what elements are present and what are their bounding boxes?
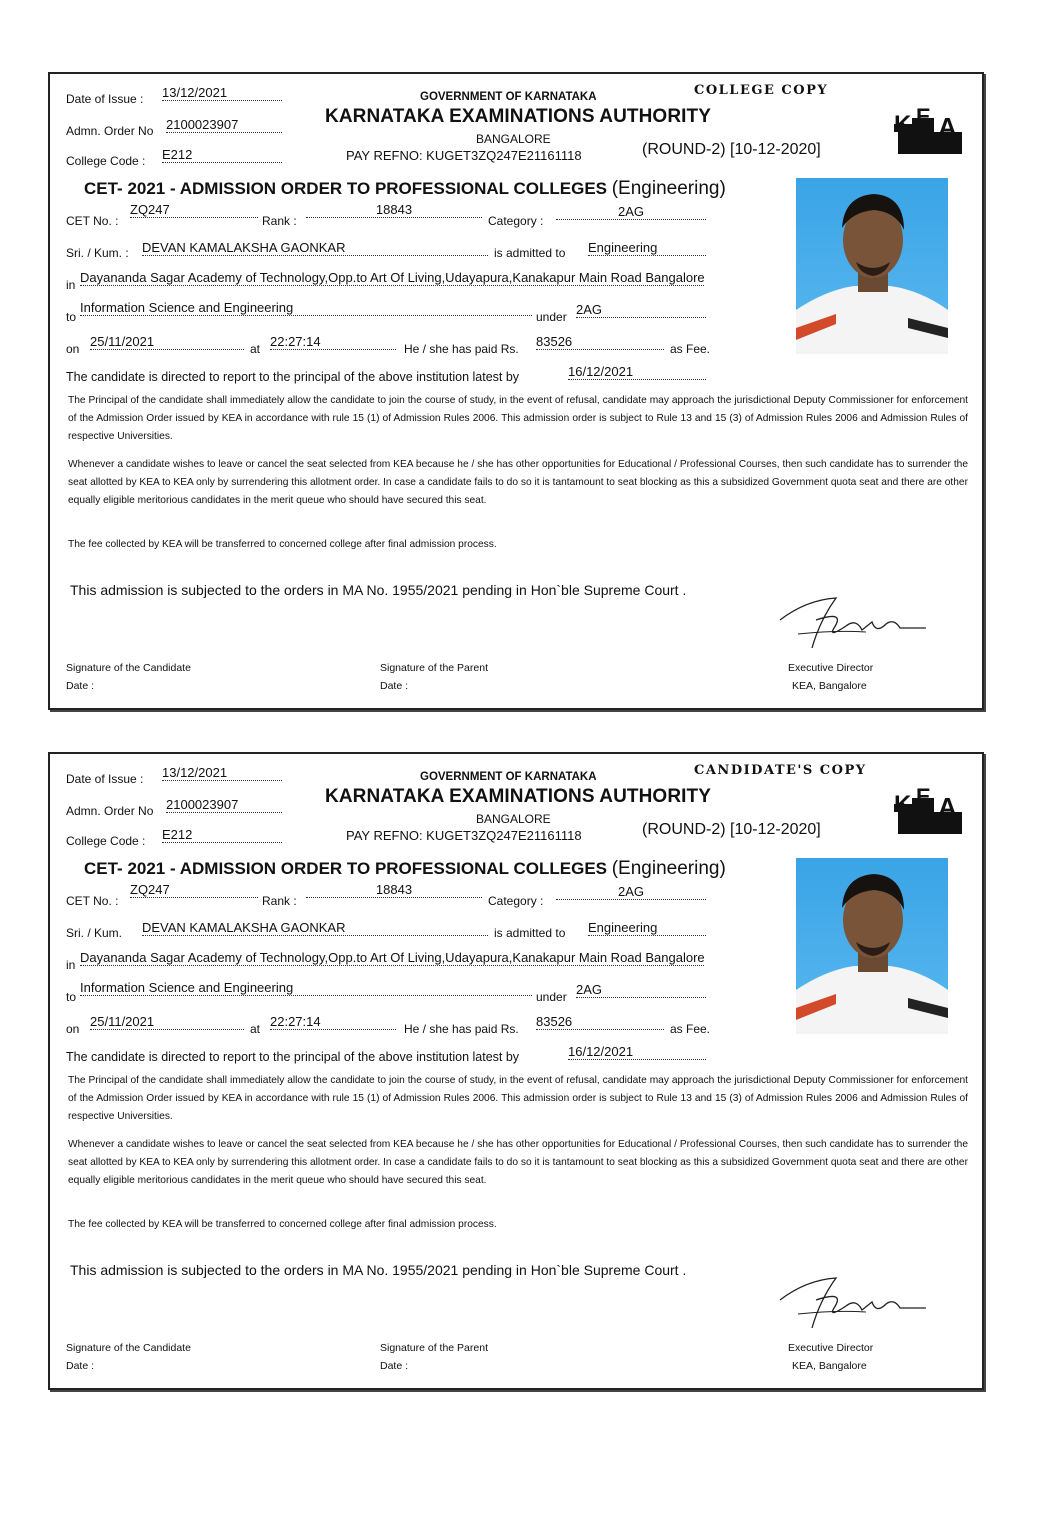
signature-parent-label: Signature of the Parent: [380, 662, 488, 674]
on-date-value: 25/11/2021: [90, 334, 244, 350]
government-heading: GOVERNMENT OF KARNATAKA: [420, 91, 597, 103]
fee-value: 83526: [536, 1014, 664, 1030]
candidate-name: DEVAN KAMALAKSHA GAONKAR: [142, 920, 488, 936]
name-label: Sri. / Kum.: [66, 926, 123, 940]
cet-no-value: ZQ247: [130, 882, 258, 898]
report-text: The candidate is directed to report to the principal of the above institution latest by: [66, 1050, 520, 1064]
under-label: under: [536, 310, 567, 324]
parent-date-label: Date :: [380, 680, 409, 692]
pay-refno: PAY REFNO: KUGET3ZQ247E21161118: [346, 148, 582, 163]
college-name: Dayananda Sagar Academy of Technology,Opp.to Art Of Living,Udayapura,Kanakapur Main Road Bangalore: [80, 270, 705, 285]
executive-director-label: Executive Director: [788, 662, 874, 674]
city-heading: BANGALORE: [476, 132, 551, 146]
supreme-court-note: This admission is subjected to the orders in MA No. 1955/2021 pending in Hon`ble Supreme Court .: [70, 1262, 687, 1278]
candidate-name: DEVAN KAMALAKSHA GAONKAR: [142, 240, 488, 256]
in-label: in: [66, 958, 76, 972]
kea-logo: [892, 102, 968, 156]
paid-label: He / she has paid Rs.: [404, 1022, 519, 1036]
logo-a: A: [938, 112, 957, 142]
rank-label: Rank :: [262, 214, 297, 228]
paragraph-fee: The fee collected by KEA will be transferred to concerned college after final admission process.: [68, 539, 497, 550]
college-code-label: College Code :: [66, 154, 146, 168]
date-of-issue-value: 13/12/2021: [162, 85, 282, 101]
to-label: to: [66, 310, 77, 324]
on-label: on: [66, 1022, 80, 1036]
admn-order-value: 2100023907: [166, 797, 282, 813]
authority-heading: KARNATAKA EXAMINATIONS AUTHORITY: [325, 786, 711, 807]
authority-heading: KARNATAKA EXAMINATIONS AUTHORITY: [325, 106, 711, 127]
cet-no-label: CET No. :: [66, 214, 119, 228]
admitted-label: is admitted to: [494, 246, 566, 260]
kea-bangalore-label: KEA, Bangalore: [792, 1360, 867, 1372]
candidate-photo: [796, 178, 948, 354]
on-date-value: 25/11/2021: [90, 1014, 244, 1030]
admitted-to-value: Engineering: [588, 920, 706, 936]
logo-e: E: [916, 784, 931, 809]
logo-k: K: [894, 791, 912, 818]
round-info: (ROUND-2) [10-12-2020]: [642, 141, 821, 158]
admitted-to-value: Engineering: [588, 240, 706, 256]
logo-e: E: [916, 104, 931, 129]
name-label: Sri. / Kum. :: [66, 246, 129, 260]
in-label: in: [66, 278, 76, 292]
college-copy: [48, 72, 984, 710]
at-label: at: [250, 1022, 261, 1036]
candidate-photo: [796, 858, 948, 1034]
director-signature: [776, 1270, 926, 1335]
fee-suffix: as Fee.: [670, 1022, 711, 1036]
paid-label: He / she has paid Rs.: [404, 342, 519, 356]
at-time-value: 22:27:14: [270, 1014, 396, 1030]
executive-director-label: Executive Director: [788, 1342, 874, 1354]
admn-order-label: Admn. Order No: [66, 804, 154, 818]
candidates-copy: [48, 752, 984, 1390]
at-time-value: 22:27:14: [270, 334, 396, 350]
parent-date-label: Date :: [380, 1360, 409, 1372]
college-code-value: E212: [162, 147, 282, 163]
admitted-label: is admitted to: [494, 926, 566, 940]
category-value: 2AG: [556, 884, 706, 900]
under-value: 2AG: [576, 302, 706, 318]
rank-label: Rank :: [262, 894, 297, 908]
report-text: The candidate is directed to report to the principal of the above institution latest by: [66, 370, 520, 384]
rank-value: 18843: [306, 202, 482, 218]
director-signature: [776, 590, 926, 655]
college-code-value: E212: [162, 827, 282, 843]
city-heading: BANGALORE: [476, 812, 551, 826]
date-of-issue-label: Date of Issue :: [66, 92, 144, 106]
paragraph-principal: The Principal of the candidate shall immediately allow the candidate to join the course of study, in the event of refusal, candidate may approach the jurisdictional Deputy Commissioner for enforcement of the Admission Order issued by KEA in accordance with rule 15 (1) of Admission Rules 2006. This admission order is subject to Rule 13 and 15 (3) of Admission Rules 2006 and Admission Rules of respective Universities.: [68, 1075, 968, 1122]
copy-label: COLLEGE COPY: [694, 83, 829, 98]
course-name: Information Science and Engineering: [80, 980, 532, 996]
copy-label: CANDIDATE'S COPY: [694, 763, 867, 778]
fee-value: 83526: [536, 334, 664, 350]
college-name: Dayananda Sagar Academy of Technology,Opp.to Art Of Living,Udayapura,Kanakapur Main Road Bangalore: [80, 950, 705, 965]
report-date-value: 16/12/2021: [568, 1044, 706, 1060]
admn-order-label: Admn. Order No: [66, 124, 154, 138]
course-name: Information Science and Engineering: [80, 300, 532, 316]
round-info: (ROUND-2) [10-12-2020]: [642, 821, 821, 838]
cet-no-value: ZQ247: [130, 202, 258, 218]
on-label: on: [66, 342, 80, 356]
date-of-issue-label: Date of Issue :: [66, 772, 144, 786]
date-of-issue-value: 13/12/2021: [162, 765, 282, 781]
kea-logo: [892, 782, 968, 836]
logo-k: K: [894, 111, 912, 138]
cet-no-label: CET No. :: [66, 894, 119, 908]
signature-parent-label: Signature of the Parent: [380, 1342, 488, 1354]
order-title: CET- 2021 - ADMISSION ORDER TO PROFESSIONAL COLLEGES (Engineering): [84, 178, 726, 199]
paragraph-principal: The Principal of the candidate shall immediately allow the candidate to join the course of study, in the event of refusal, candidate may approach the jurisdictional Deputy Commissioner for enforcement of the Admission Order issued by KEA in accordance with rule 15 (1) of Admission Rules 2006. This admission order is subject to Rule 13 and 15 (3) of Admission Rules 2006 and Admission Rules of respective Universities.: [68, 395, 968, 442]
under-label: under: [536, 990, 567, 1004]
signature-candidate-label: Signature of the Candidate: [66, 1342, 191, 1354]
rank-value: 18843: [306, 882, 482, 898]
under-value: 2AG: [576, 982, 706, 998]
signature-candidate-label: Signature of the Candidate: [66, 662, 191, 674]
category-value: 2AG: [556, 204, 706, 220]
pay-refno: PAY REFNO: KUGET3ZQ247E21161118: [346, 828, 582, 843]
candidate-date-label: Date :: [66, 680, 95, 692]
kea-bangalore-label: KEA, Bangalore: [792, 680, 867, 692]
fee-suffix: as Fee.: [670, 342, 711, 356]
paragraph-fee: The fee collected by KEA will be transferred to concerned college after final admission process.: [68, 1219, 497, 1230]
at-label: at: [250, 342, 261, 356]
candidate-date-label: Date :: [66, 1360, 95, 1372]
report-date-value: 16/12/2021: [568, 364, 706, 380]
government-heading: GOVERNMENT OF KARNATAKA: [420, 771, 597, 783]
logo-a: A: [938, 792, 957, 822]
category-label: Category :: [488, 214, 544, 228]
supreme-court-note: This admission is subjected to the orders in MA No. 1955/2021 pending in Hon`ble Supreme Court .: [70, 582, 687, 598]
category-label: Category :: [488, 894, 544, 908]
order-title: CET- 2021 - ADMISSION ORDER TO PROFESSIONAL COLLEGES (Engineering): [84, 858, 726, 879]
college-code-label: College Code :: [66, 834, 146, 848]
paragraph-surrender: Whenever a candidate wishes to leave or cancel the seat selected from KEA because he / she has other opportunities for Educational / Professional Courses, then such candidate has to surrender the seat allotted by KEA to KEA only by surrendering this allotment order. In case a candidate fails to do so it is tantamount to seat blocking as this a subsidized Government quota seat and there are other equally eligible meritorious candidates in the merit queue who should have secured this seat.: [68, 459, 968, 506]
admn-order-value: 2100023907: [166, 117, 282, 133]
paragraph-surrender: Whenever a candidate wishes to leave or cancel the seat selected from KEA because he / she has other opportunities for Educational / Professional Courses, then such candidate has to surrender the seat allotted by KEA to KEA only by surrendering this allotment order. In case a candidate fails to do so it is tantamount to seat blocking as this a subsidized Government quota seat and there are other equally eligible meritorious candidates in the merit queue who should have secured this seat.: [68, 1139, 968, 1186]
to-label: to: [66, 990, 77, 1004]
